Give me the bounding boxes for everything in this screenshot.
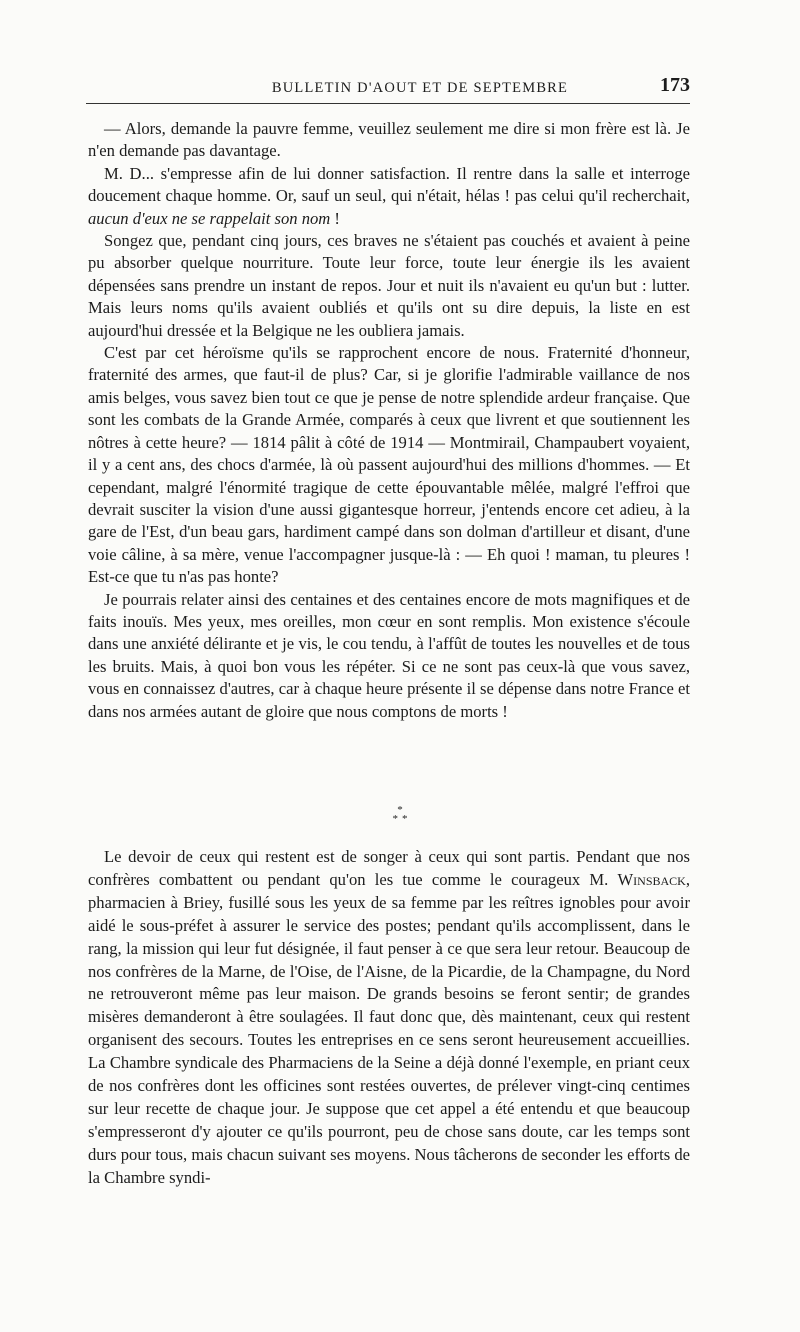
asterism-bottom: ** xyxy=(392,813,412,825)
running-title: BULLETIN D'AOUT ET DE SEPTEMBRE xyxy=(271,80,569,96)
body-section-2 xyxy=(88,846,690,1190)
paragraph xyxy=(88,846,690,1190)
paragraph: Songez que, pendant cinq jours, ces braves ne s'étaient pas couchés et avaient à peine pu absorber quelque nourriture. Toute leur force, toute leur énergie ils les avaient dépensées sans prendre un instant de repos. Jour et nuit ils n'avaient eu qu'un but : lutter. Mais leurs noms qu'ils avaient oubliés et qu'ils ont su dire depuis, la liste en est aujourd'hui dressée et la Belgique ne les oubliera jamais. xyxy=(88,231,690,340)
header-rule xyxy=(86,103,690,104)
body-section-1 xyxy=(88,118,690,723)
person-name: Winsback xyxy=(617,869,686,889)
paragraph-text: , pharmacien à Briey, fusillé sous les yeux de sa femme par les reîtres ignobles pour avoir aidé le sous-préfet à assurer le service des postes; pendant qu'ils accomplissent, dans le rang, la mission qui leur fut désignée, il faut penser à ce que sera leur retour. Beaucoup de nos confrères de la Marne, de l'Oise, de l'Aisne, de la Picardie, de la Champagne, du Nord ne retrouveront même pas leur maison. De grands besoins se feront sentir; de grandes misères demanderont à être soulagées. Il faut donc que, dès maintenant, ceux qui restent organisent des secours. Toutes les entreprises en ce sens seront heureusement accueillies. La Chambre syndicale des Pharmaciens de la Seine a déjà donné l'exemple, en priant ceux de nos confrères dont les officines sont restées ouvertes, de prélever vingt-cinq centimes sur leur recette de chaque jour. Je suppose que cet appel a été entendu et que beaucoup s'empresseront d'y ajouter ce qu'ils pourront, peu de chose sans doute, car les temps sont durs pour tous, mais chacun suivant ses moyens. Nous tâcherons de seconder les efforts de la Chambre syndi- xyxy=(88,869,690,1187)
running-head xyxy=(86,70,690,104)
asterism-top: * xyxy=(397,804,403,816)
paragraph-text: ! xyxy=(330,208,340,228)
asterism-separator xyxy=(0,806,800,824)
paragraph xyxy=(88,163,690,230)
paragraph: — Alors, demande la pauvre femme, veuillez seulement me dire si mon frère est là. Je n'en demande pas davantage. xyxy=(88,119,690,161)
page-number: 173 xyxy=(660,74,690,96)
paragraph: C'est par cet héroïsme qu'ils se rapprochent encore de nous. Fraternité d'honneur, fraternité des armes, que faut-il de plus? Car, si je glorifie l'admirable vaillance de nos amis belges, vous savez bien tout ce que je pense de notre splendide ardeur française. Que sont les combats de la Grande Armée, comparés à ceux que livrent et que soutiennent les nôtres à cette heure? — 1814 pâlit à côté de 1914 — Montmirail, Champaubert voyaient, il y a cent ans, des chocs d'armée, là où passent aujourd'hui des millions d'hommes. — Et cependant, malgré l'énormité tragique de cette épouvantable mêlée, malgré l'effroi que devrait susciter la vision d'une aussi gigantesque horreur, j'entends encore cet adieu, à la gare de l'Est, d'un beau gars, hardiment campé dans son dolman d'artilleur et disant, d'une voie câline, à sa mère, venue l'accompagner jusque-là : — Eh quoi ! maman, tu pleures ! Est-ce que tu n'as pas honte? xyxy=(88,343,690,587)
paragraph-text: M. D... s'empresse afin de lui donner satisfaction. Il rentre dans la salle et interroge doucement chaque homme. Or, sauf un seul, qui n'était, hélas ! pas celui qu'il recherchait, xyxy=(88,163,690,206)
paragraph-text: Le devoir de ceux qui restent est de songer à ceux qui sont partis. Pendant que nos confrères combattent ou pendant qu'on les tue comme le courageux M. xyxy=(88,847,690,889)
paragraph: Je pourrais relater ainsi des centaines et des centaines encore de mots magnifiques et de faits inouïs. Mes yeux, mes oreilles, mon cœur en sont remplis. Mon existence s'écoule dans une anxiété délirante et je vis, le cou tendu, à l'affût de toutes les nouvelles et de tous les bruits. Mais, à quoi bon vous les répéter. Si ce ne sont pas ceux-là que vous savez, vous en connaissez d'autres, car à chaque heure présente il se dépense dans notre France et dans nos armées autant de gloire que nous comptons de morts ! xyxy=(88,589,690,721)
italic-phrase: aucun d'eux ne se rappelait son nom xyxy=(88,208,331,228)
